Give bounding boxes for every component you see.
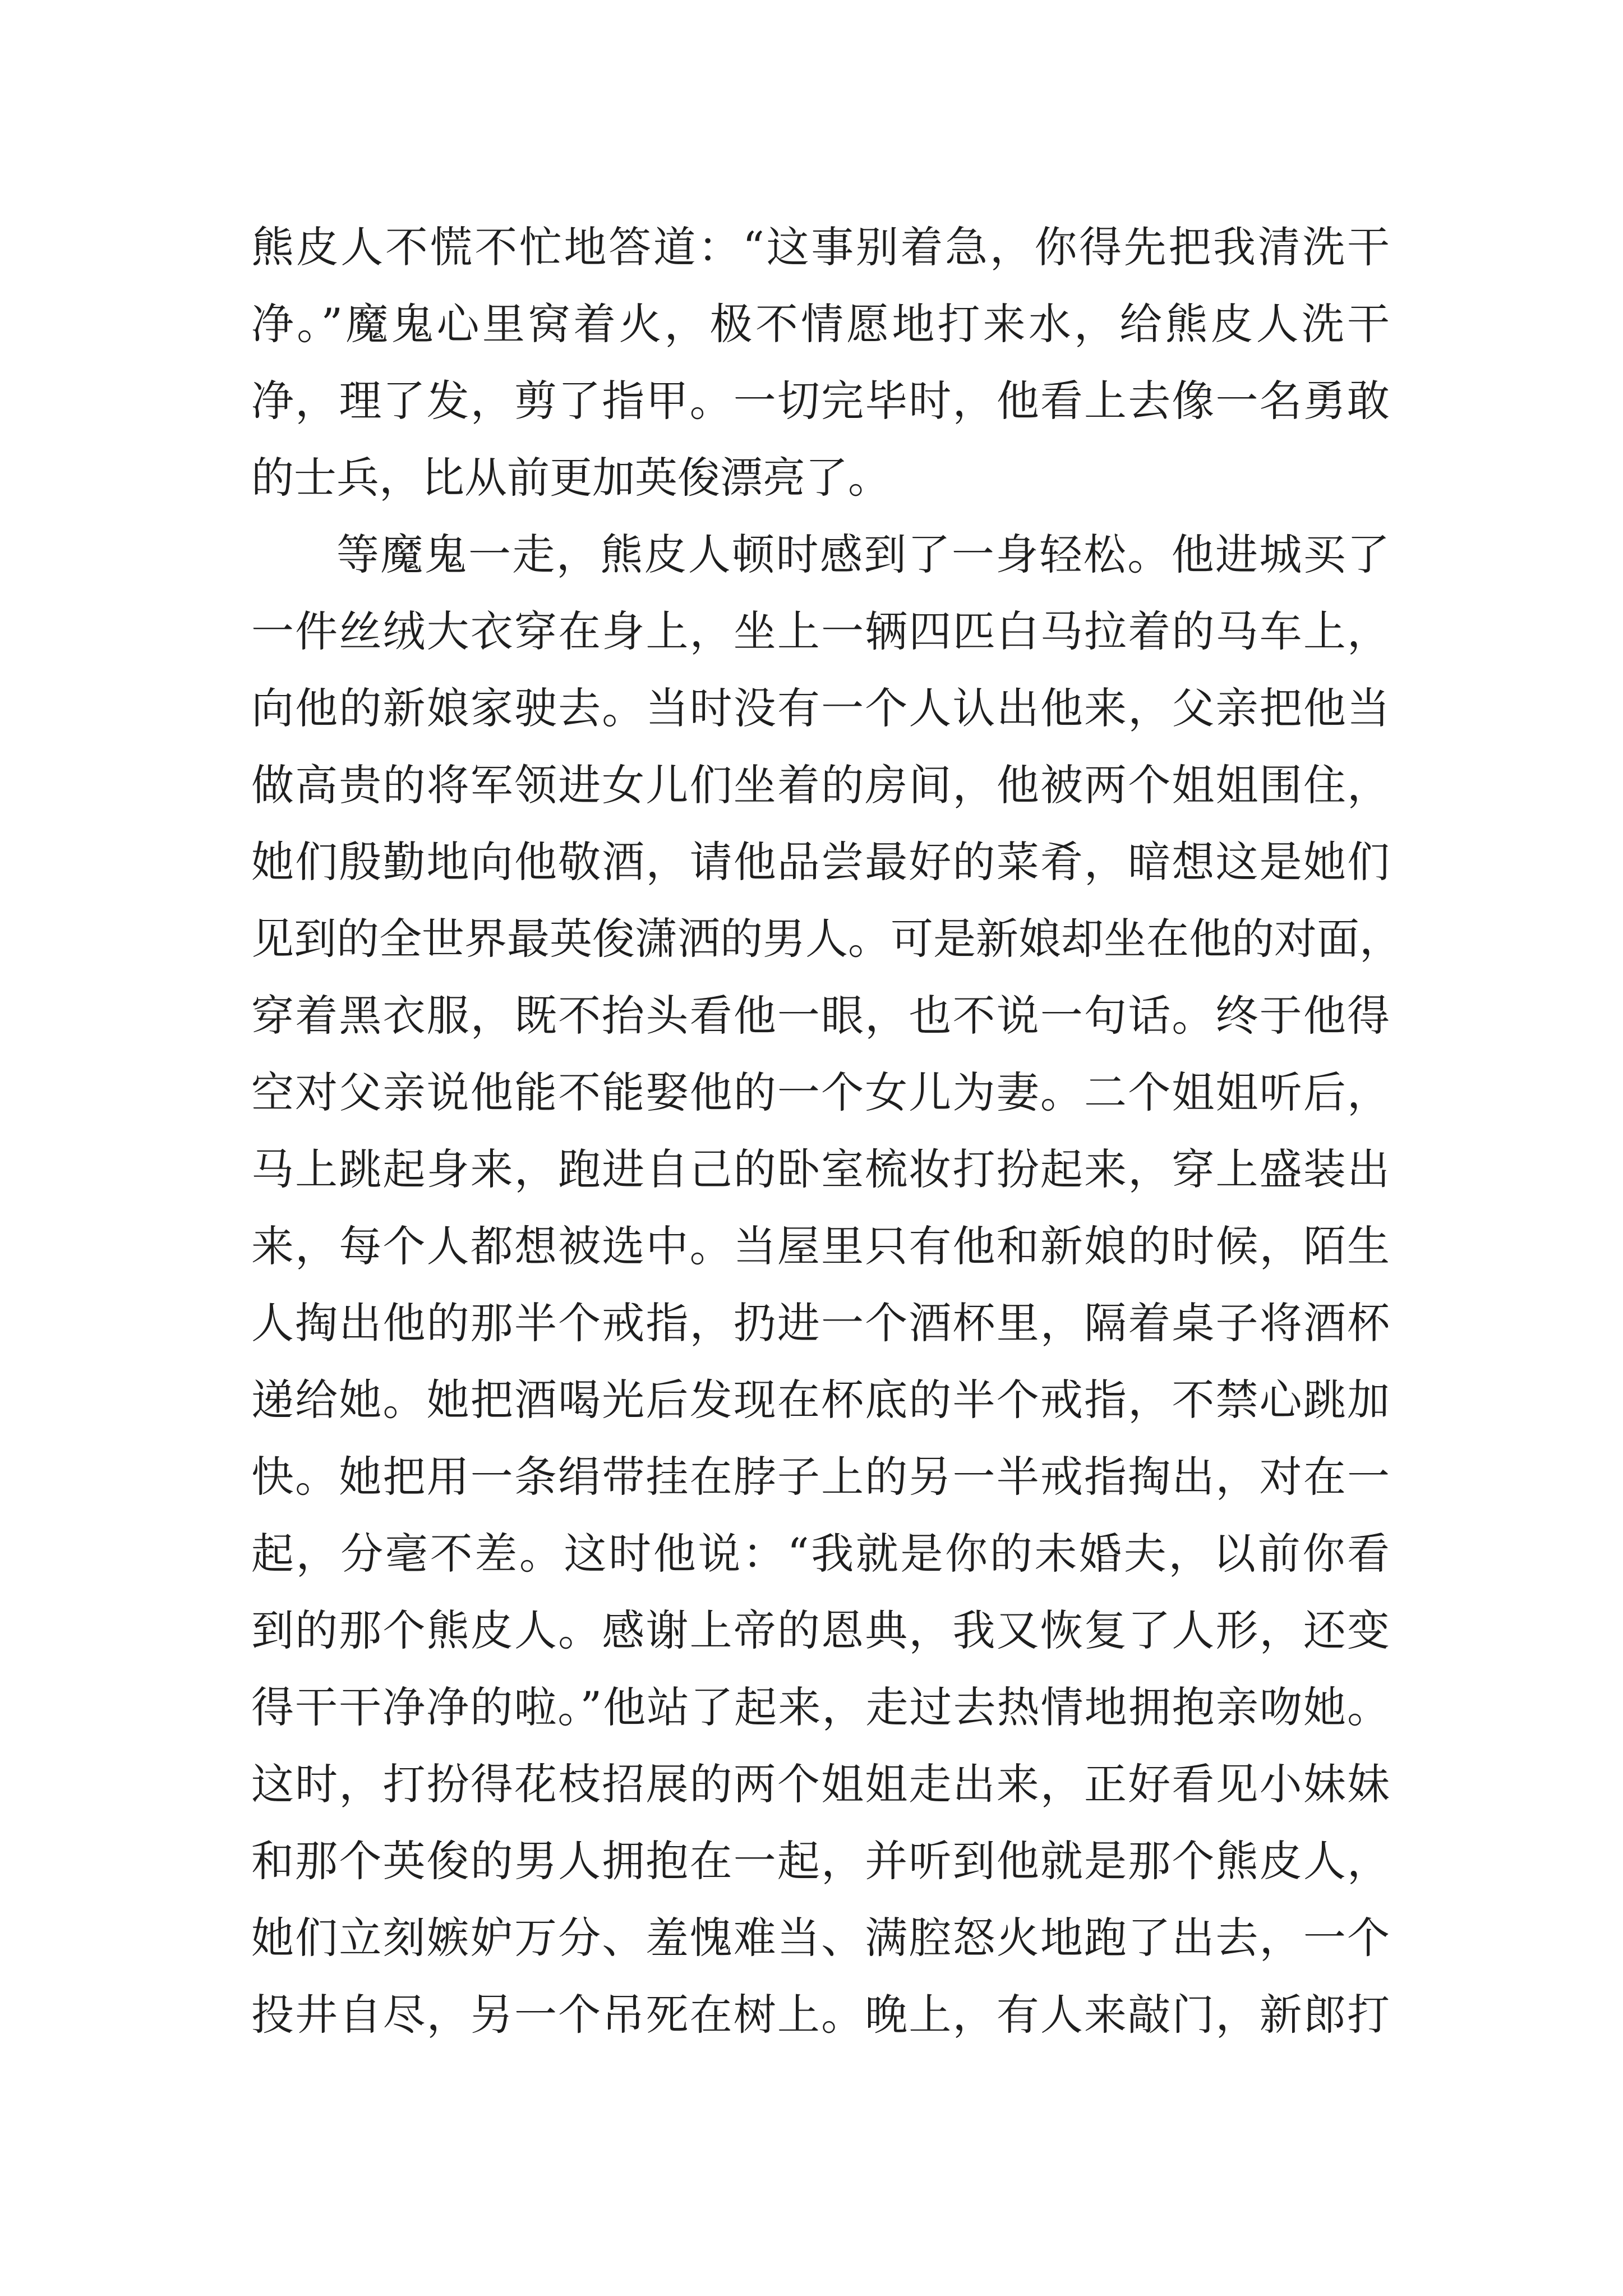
paragraph-2-line-1: 等魔鬼一走，熊皮人顿时感到了一身轻松。他进城买了 <box>336 530 1390 579</box>
paragraph-1-line-4: 的士兵，比从前更加英俊漂亮了。 <box>251 453 891 503</box>
paragraph-2-line-2: 一件丝绒大衣穿在身上，坐上一辆四匹白马拉着的马车上， <box>251 606 1390 656</box>
paragraph-2-line-19: 她们立刻嫉妒万分、羞愧难当、满腔怒火地跑了出去，一个 <box>251 1913 1390 1963</box>
paragraph-2-line-16: 得干干净净的啦。”他站了起来，走过去热情地拥抱亲吻她。 <box>251 1682 1390 1732</box>
paragraph-2-line-17: 这时，打扮得花枝招展的两个姐姐走出来，正好看见小妹妹 <box>251 1759 1390 1809</box>
paragraph-2-line-18: 和那个英俊的男人拥抱在一起，并听到他就是那个熊皮人， <box>251 1836 1390 1886</box>
paragraph-2-line-20: 投井自尽，另一个吊死在树上。晚上，有人来敲门，新郎打 <box>251 1990 1390 2040</box>
paragraph-2-line-5: 她们殷勤地向他敬酒，请他品尝最好的菜肴，暗想这是她们 <box>251 837 1390 887</box>
paragraph-1-line-1: 熊皮人不慌不忙地答道：“这事别着急，你得先把我清洗干 <box>251 222 1390 272</box>
paragraph-2-line-15: 到的那个熊皮人。感谢上帝的恩典，我又恢复了人形，还变 <box>251 1605 1390 1655</box>
paragraph-2-line-14: 起，分毫不差。这时他说：“我就是你的未婚夫，以前你看 <box>251 1529 1390 1579</box>
body-text <box>251 209 1402 2053</box>
paragraph-2-line-4: 做高贵的将军领进女儿们坐着的房间，他被两个姐姐围住， <box>251 760 1390 810</box>
paragraph-2-line-7: 穿着黑衣服，既不抬头看他一眼，也不说一句话。终于他得 <box>251 991 1390 1041</box>
paragraph-2-line-13: 快。她把用一条绢带挂在脖子上的另一半戒指掏出，对在一 <box>251 1452 1390 1502</box>
paragraph-2-line-9: 马上跳起身来，跑进自己的卧室梳妆打扮起来，穿上盛装出 <box>251 1144 1390 1194</box>
paragraph-1-line-2: 净。”魔鬼心里窝着火，极不情愿地打来水，给熊皮人洗干 <box>251 299 1390 349</box>
paragraph-2-line-6: 见到的全世界最英俊潇洒的男人。可是新娘却坐在他的对面， <box>251 914 1402 964</box>
paragraph-2-line-12: 递给她。她把酒喝光后发现在杯底的半个戒指，不禁心跳加 <box>251 1375 1390 1425</box>
paragraph-2-line-10: 来，每个人都想被选中。当屋里只有他和新娘的时候，陌生 <box>251 1221 1390 1271</box>
paragraph-2-line-3: 向他的新娘家驶去。当时没有一个人认出他来，父亲把他当 <box>251 683 1390 733</box>
paragraph-2-line-8: 空对父亲说他能不能娶他的一个女儿为妻。二个姐姐听后， <box>251 1068 1390 1117</box>
paragraph-2-line-11: 人掏出他的那半个戒指，扔进一个酒杯里，隔着桌子将酒杯 <box>251 1298 1390 1348</box>
paragraph-1-line-3: 净，理了发，剪了指甲。一切完毕时，他看上去像一名勇敢 <box>251 376 1390 426</box>
